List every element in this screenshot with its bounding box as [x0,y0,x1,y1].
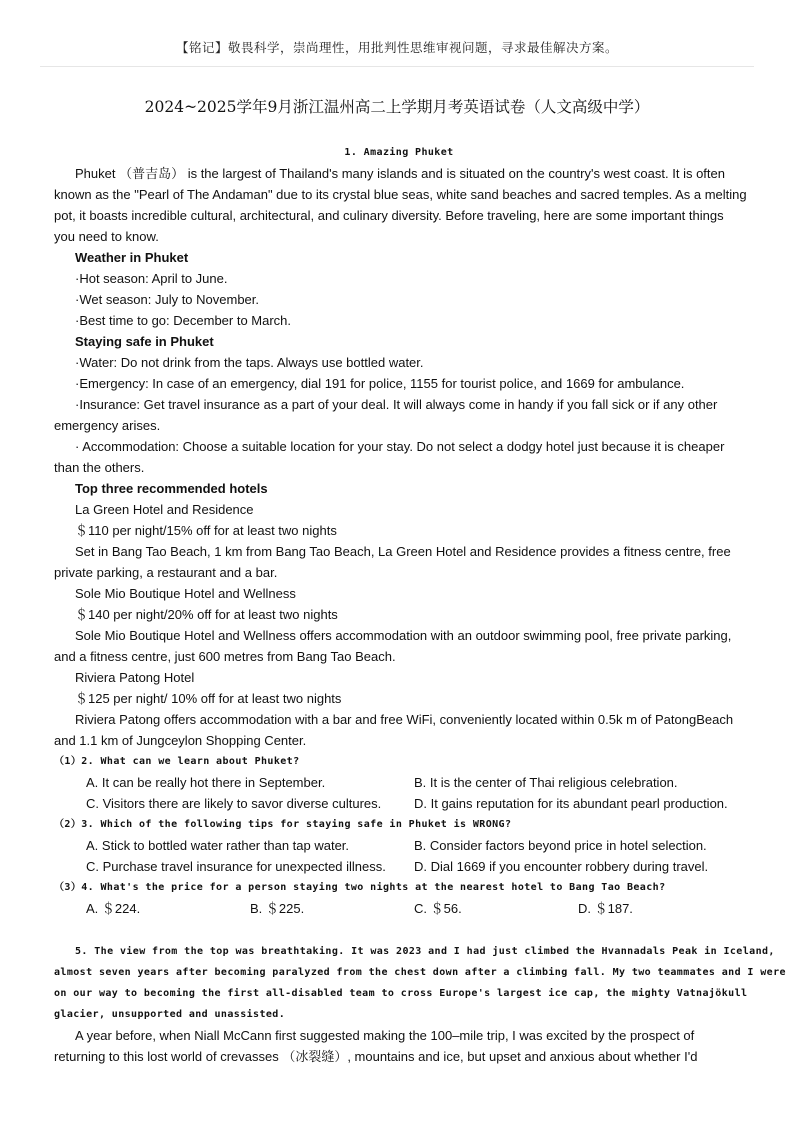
header-divider [40,66,754,67]
hotel1-price: ＄110 per night/15% off for at least two nights [75,523,337,538]
safety-item-water: ·Water: Do not drink from the taps. Always use bottled water. [75,355,424,370]
question-stem [54,877,744,898]
option-c[interactable]: C. ＄56. [414,901,462,916]
option-a[interactable]: A. It can be really hot there in September. [86,775,326,790]
question-1-label: （1）2. What can we learn about Phuket? [54,756,300,767]
option-a[interactable]: A. ＄224. [86,901,141,916]
option-c[interactable]: C. Purchase travel insurance for unexpected illness. [86,859,386,874]
passage1-intro-line: Phuket （普吉岛） is the largest of Thailand's many islands and is situated on the country's west coast. It is often [75,166,725,181]
hotel1-name: La Green Hotel and Residence [75,502,254,517]
hotels-heading: Top three recommended hotels [75,481,268,496]
safety-item-accommodation: · Accommodation: Choose a suitable location for your stay. Do not select a dodgy hotel just because it is cheaper [75,439,725,454]
hotel2-description: Sole Mio Boutique Hotel and Wellness offers accommodation with an outdoor swimming pool, free private parking, [75,628,732,643]
hotel1-description-cont: private parking, a restaurant and a bar. [54,565,278,580]
passage2-intro-line: glacier, unsupported and unassisted. [54,1009,286,1020]
option-b[interactable]: B. ＄225. [250,901,305,916]
option-d[interactable]: D. It gains reputation for its abundant pearl production. [414,796,728,811]
option-c[interactable]: C. Visitors there are likely to savor diverse cultures. [86,796,382,811]
option-b[interactable]: B. Consider factors beyond price in hotel selection. [414,838,707,853]
page-title: 2024~2025学年9月浙江温州高二上学期月考英语试卷（人文高级中学） [144,98,650,116]
question-2-label: （2）3. Which of the following tips for staying safe in Phuket is WRONG? [54,819,512,830]
question-3-label: （3）4. What's the price for a person staying two nights at the nearest hotel to Bang Tao Beach? [54,882,666,893]
header-motto: 【铭记】敬畏科学，崇尚理性，用批判性思维审视问题，寻求最佳解决方案。 [175,40,618,55]
passage2-body-line: returning to this lost world of crevasses （冰裂缝）, mountains and ice, but upset and anxious about whether I'd [54,1049,698,1064]
hotel3-name: Riviera Patong Hotel [75,670,195,685]
safety-item-insurance: ·Insurance: Get travel insurance as a part of your deal. It will always come in handy if you fall sick or if any other [75,397,718,412]
hotel2-price: ＄140 per night/20% off for at least two nights [75,607,338,622]
hotel3-description-cont: and 1.1 km of Jungceylon Shopping Center. [54,733,307,748]
weather-item: ·Best time to go: December to March. [75,313,292,328]
safety-item-accommodation-cont: than the others. [54,460,145,475]
section-spacer [54,919,744,941]
hotel2-description-cont: and a fitness centre, just 600 metres from Bang Tao Beach. [54,649,396,664]
passage1-intro-line: pot, it boasts incredible cultural, architectural, and culinary diversity. Before traveling, here are some important things [54,208,724,223]
passage1-intro-line: you need to know. [54,229,159,244]
question-2-options-row [54,835,744,856]
question-1-options-row [54,793,744,814]
passage2-body-line: A year before, when Niall McCann first suggested making the 100–mile trip, I was excited by the prospect of [75,1028,695,1043]
weather-heading: Weather in Phuket [75,250,189,265]
hotel1-description: Set in Bang Tao Beach, 1 km from Bang Tao Beach, La Green Hotel and Residence provides a fitness centre, free [75,544,731,559]
passage2-intro-line: on our way to becoming the first all-disabled team to cross Europe's largest ice cap, the mighty Vatnajökull [54,988,748,999]
weather-item: ·Wet season: July to November. [75,292,260,307]
passage2-intro-line: 5. The view from the top was breathtaking. It was 2023 and I had just climbed the Hvannadals Peak in Iceland, [75,946,775,957]
hotel2-name: Sole Mio Boutique Hotel and Wellness [75,586,296,601]
option-d[interactable]: D. Dial 1669 if you encounter robbery during travel. [414,859,709,874]
safety-heading: Staying safe in Phuket [75,334,214,349]
question-stem [54,814,744,835]
question-1-options-row [54,772,744,793]
passage2-intro-line: almost seven years after becoming paralyzed from the chest down after a climbing fall. My two teammates and I were [54,967,786,978]
passage1-intro-line: known as the "Pearl of The Andaman" due to its crystal blue seas, white sand beaches and sacred temples. As a melting [54,187,747,202]
safety-item-insurance-cont: emergency arises. [54,418,161,433]
document-body [54,142,786,1067]
weather-item: ·Hot season: April to June. [75,271,228,286]
hotel3-description: Riviera Patong offers accommodation with a bar and free WiFi, conveniently located within 0.5k m of PatongBeach [75,712,734,727]
option-a[interactable]: A. Stick to bottled water rather than tap water. [86,838,350,853]
question-stem [54,751,744,772]
hotel3-price: ＄125 per night/ 10% off for at least two nights [75,691,342,706]
option-d[interactable]: D. ＄187. [578,901,633,916]
option-b[interactable]: B. It is the center of Thai religious celebration. [414,775,678,790]
safety-item-emergency: ·Emergency: In case of an emergency, dial 191 for police, 1155 for tourist police, and 1669 for ambulance. [75,376,685,391]
question-2-options-row [54,856,744,877]
passage1-heading: 1. Amazing Phuket [344,147,454,158]
question-3-options-row [54,898,744,919]
